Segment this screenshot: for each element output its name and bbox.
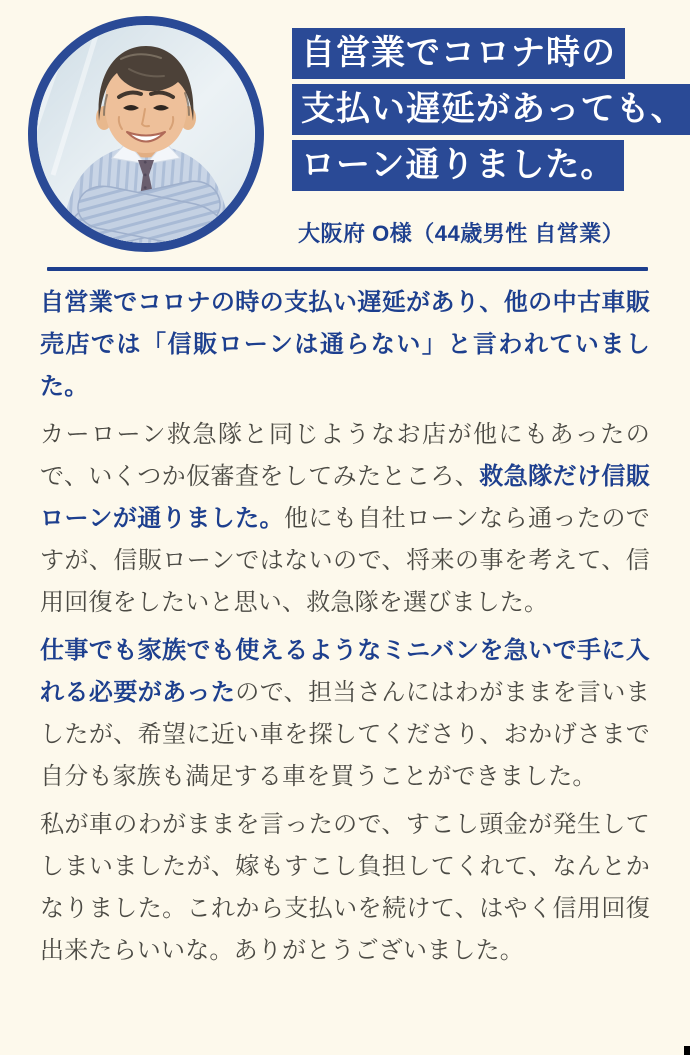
testimonial-hero xyxy=(0,0,690,252)
headline-row xyxy=(292,28,682,79)
headline-text: 支払い遅延があっても、 xyxy=(292,84,690,135)
avatar xyxy=(28,16,264,252)
testimonial-body xyxy=(0,271,690,972)
body-text: 私が車のわがままを言ったので、すこし頭金が発生してしまいましたが、嫁もすこし負担してくれて、なんとかなりました。これから支払いを続けて、はやく信用回復出来たらいいな。ありがとうございました。 xyxy=(40,811,650,964)
emphasized-text: 自営業でコロナの時の支払い遅延があり、他の中古車販売店では「信販ローンは通らない」と言われていました。 xyxy=(40,289,650,400)
emphasized-text: 仕事でも家族でも使えるようなミニバンを急いで手に入れる必要があった xyxy=(40,637,650,706)
body-text: カーローン救急隊と同じようなお店が他にもあったので、いくつか仮審査をしてみたところ、 xyxy=(40,421,650,490)
testimonial-paragraph xyxy=(40,282,650,408)
emphasized-text: 救急隊だけ信販ローンが通りました。 xyxy=(40,463,651,532)
headline-text: ローン通りました。 xyxy=(292,140,624,191)
screenshot-corner-artifact xyxy=(684,1046,690,1055)
attribution: 大阪府 O様（44歳男性 自営業） xyxy=(298,221,625,246)
body-text: ので、担当さんにはわがままを言いましたが、希望に近い車を探してくださり、おかげさまで自分も家族も満足する車を買うことができました。 xyxy=(40,679,650,790)
testimonial-paragraph xyxy=(40,414,650,624)
headline-row xyxy=(292,140,682,191)
hero-text-column xyxy=(292,28,686,248)
body-text: 他にも自社ローンなら通ったのですが、信販ローンではないので、将来の事を考えて、信用回復をしたいと思い、救急隊を選びました。 xyxy=(40,505,650,616)
headline-row xyxy=(292,84,686,135)
testimonial-paragraph xyxy=(40,630,650,798)
testimonial-paragraph xyxy=(40,804,650,972)
avatar-photo xyxy=(37,25,255,243)
headline xyxy=(292,28,686,191)
headline-text: 自営業でコロナ時の xyxy=(292,28,625,79)
